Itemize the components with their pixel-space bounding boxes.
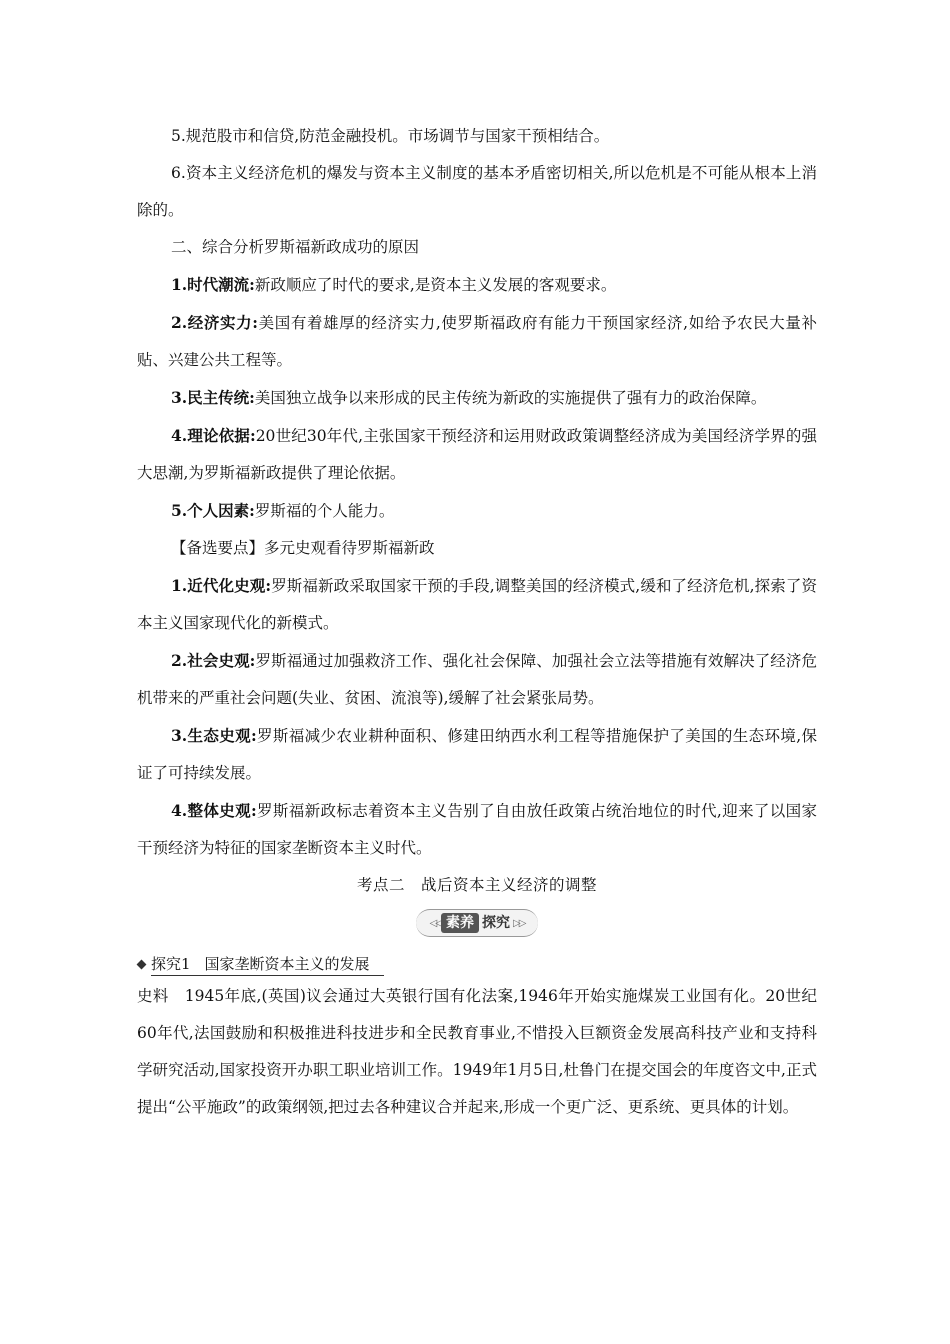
reason-label: 3.民主传统:: [171, 388, 255, 407]
reason-item: [137, 266, 817, 304]
banner-box-label: 素养: [441, 913, 479, 933]
reason-item: [137, 417, 817, 492]
view-text: 罗斯福新政标志着资本主义告别了自由放任政策占统治地位的时代,迎来了以国家干预经济为特征的国家垄断资本主义时代。: [137, 802, 818, 857]
view-text: 罗斯福新政采取国家干预的手段,调整美国的经济模式,缓和了经济危机,探索了资本主义国家现代化的新模式。: [137, 577, 817, 632]
explore-label: [151, 953, 384, 976]
explore-title: 国家垄断资本主义的发展: [204, 955, 370, 973]
left-arrows-icon: ◁◁: [429, 917, 441, 929]
reason-item: [137, 492, 817, 530]
reason-label: 2.经济实力:: [171, 313, 258, 332]
reason-label: 4.理论依据:: [171, 426, 256, 445]
view-item: [137, 642, 817, 717]
reason-item: [137, 304, 817, 379]
banner-frame: [416, 909, 539, 937]
reason-item: [137, 379, 817, 417]
alt-points-heading: 【备选要点】多元史观看待罗斯福新政: [171, 539, 435, 557]
historical-material: 史料 1945年底,(英国)议会通过大英银行国有化法案,1946年开始实施煤炭工业国有化。20世纪60年代,法国鼓励和积极推进科技进步和全民教育事业,不惜投入巨额资金发展高科技产业和支持科学研究活动,国家投资开办职工职业培训工作。1949年1月5日,杜鲁门在提交国会的年度咨文中,正式提出“公平施政”的政策纲领,把过去各种建议合并起来,形成一个更广泛、更系统、更具体的计划。: [137, 987, 817, 1116]
reason-text: 罗斯福的个人能力。: [254, 502, 395, 520]
view-label: 1.近代化史观:: [171, 576, 272, 595]
view-item: [137, 567, 817, 642]
diamond-bullet-icon: [137, 960, 147, 970]
reason-text: 20世纪30年代,主张国家干预经济和运用财政政策调整经济成为美国经济学界的强大思潮,为罗斯福新政提供了理论依据。: [137, 427, 817, 482]
view-item: [137, 792, 817, 867]
paragraph-point-6: 6.资本主义经济危机的爆发与资本主义制度的基本矛盾密切相关,所以危机是不可能从根本上消除的。: [137, 164, 817, 219]
view-text: 罗斯福减少农业耕种面积、修建田纳西水利工程等措施保护了美国的生态环境,保证了可持续发展。: [137, 727, 818, 782]
reason-text: 新政顺应了时代的要求,是资本主义发展的客观要求。: [254, 276, 617, 294]
view-label: 2.社会史观:: [171, 651, 256, 670]
reason-text: 美国独立战争以来形成的民主传统为新政的实施提供了强有力的政治保障。: [254, 389, 767, 407]
reason-label: 5.个人因素:: [171, 501, 255, 520]
banner-text-label: 探究: [482, 915, 510, 931]
explore-heading: [137, 953, 817, 976]
reason-text: 美国有着雄厚的经济实力,使罗斯福政府有能力干预国家经济,如给予农民大量补贴、兴建公共工程等。: [137, 314, 817, 369]
document-page: [137, 118, 817, 1126]
paragraph-point-5: 5.规范股市和信贷,防范金融投机。市场调节与国家干预相结合。: [171, 127, 610, 145]
view-label: 3.生态史观:: [171, 726, 257, 745]
view-label: 4.整体史观:: [171, 801, 257, 820]
right-arrows-icon: ▷▷: [513, 917, 525, 929]
reason-label: 1.时代潮流:: [171, 275, 255, 294]
explore-number: 探究1: [151, 955, 191, 973]
view-text: 罗斯福通过加强救济工作、强化社会保障、加强社会立法等措施有效解决了经济危机带来的严重社会问题(失业、贫困、流浪等),缓解了社会紧张局势。: [137, 652, 817, 707]
section-title: 考点二 战后资本主义经济的调整: [356, 876, 597, 894]
literacy-explore-banner: [137, 906, 817, 940]
section-heading-reasons: 二、综合分析罗斯福新政成功的原因: [171, 238, 420, 256]
view-item: [137, 717, 817, 792]
